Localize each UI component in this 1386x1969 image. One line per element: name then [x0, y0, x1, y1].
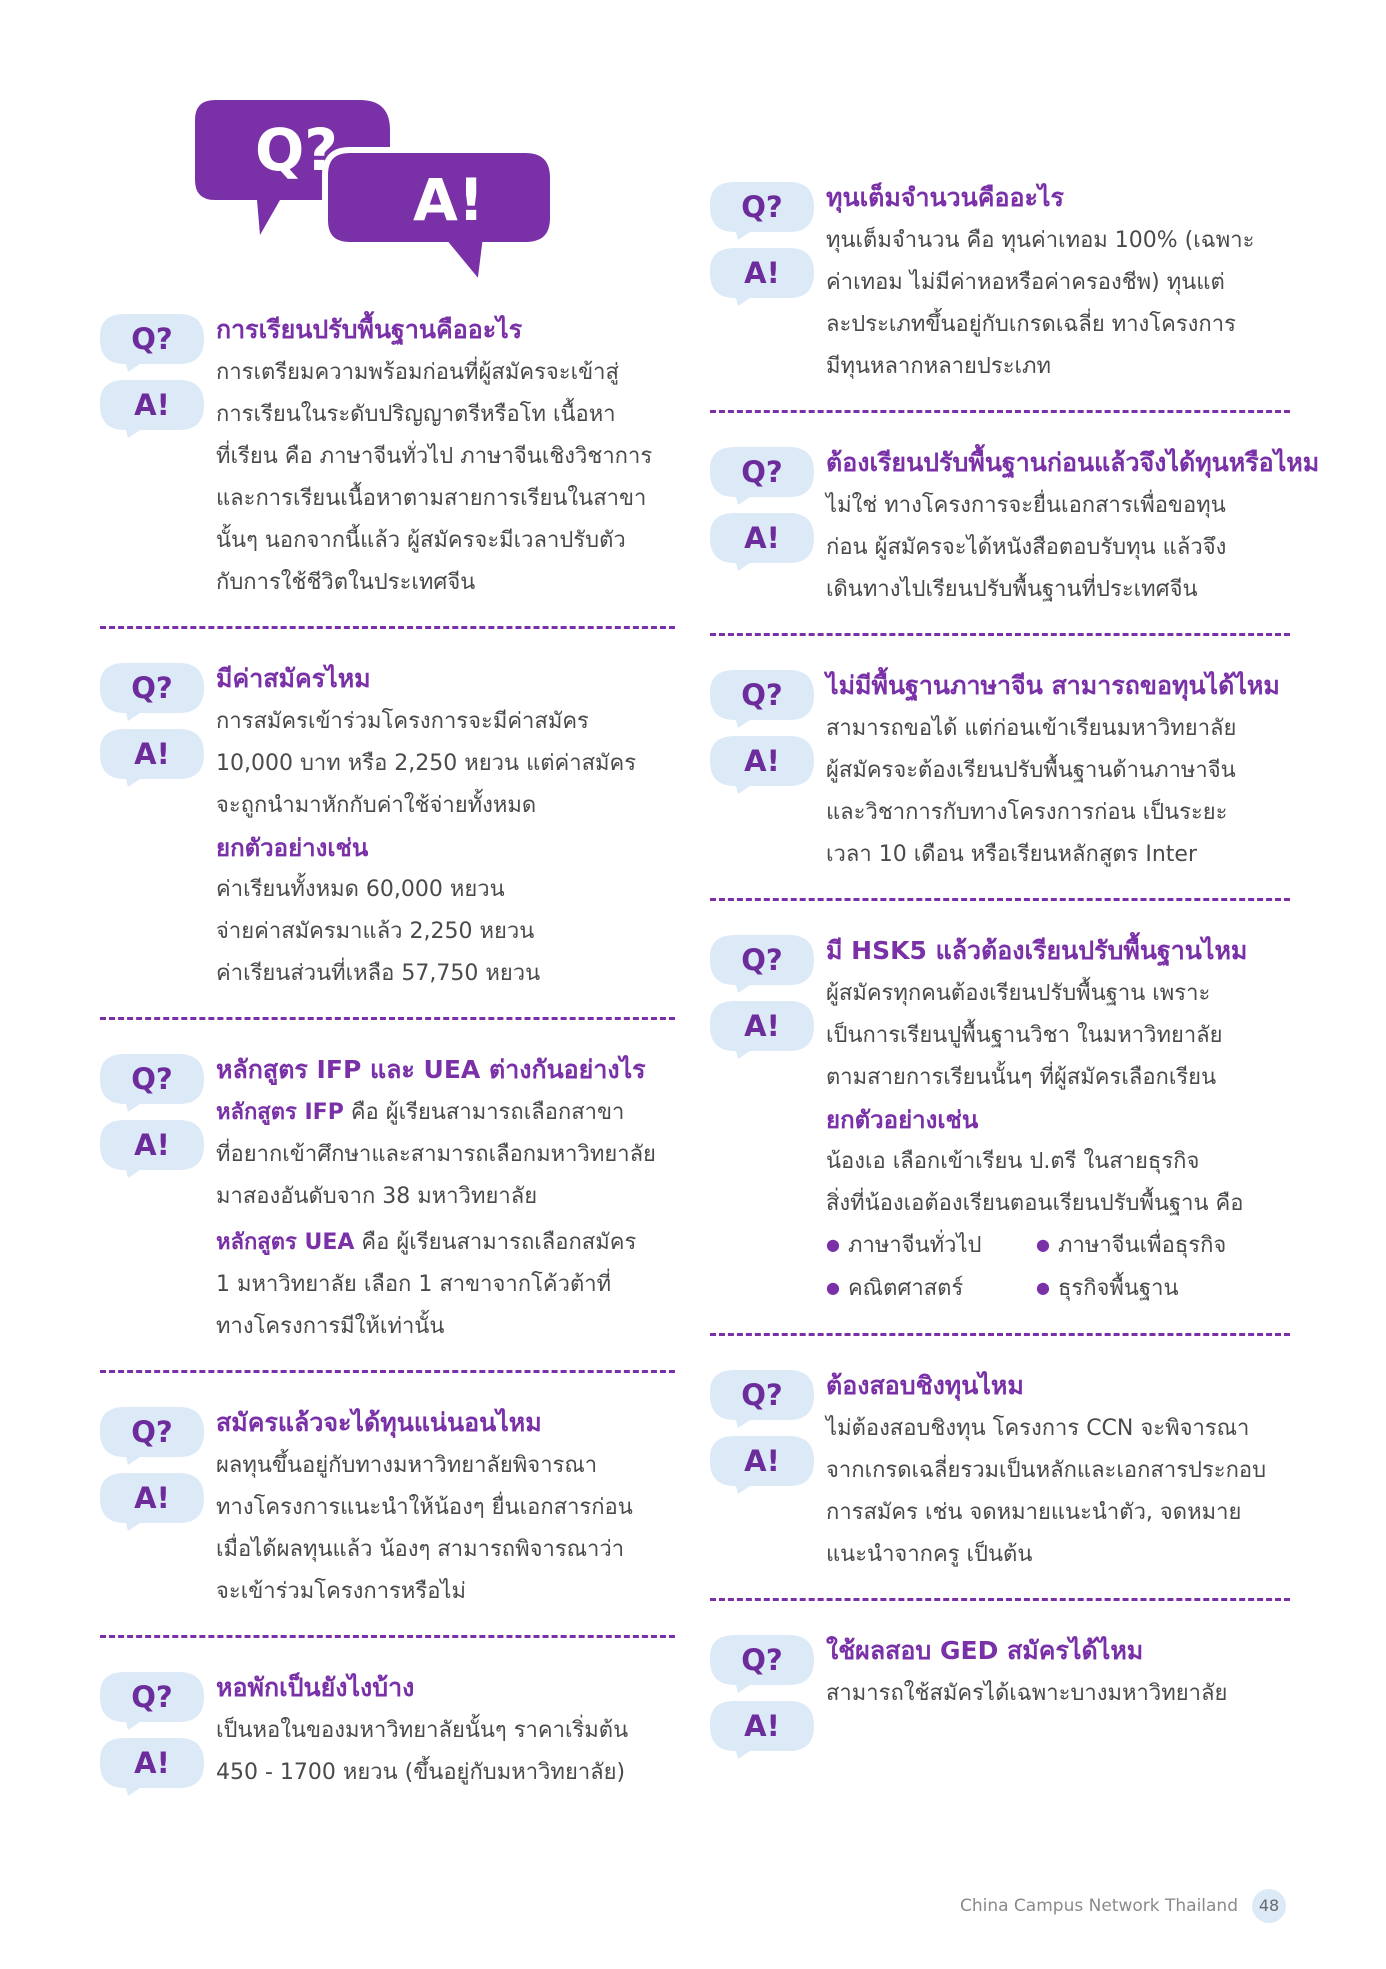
question-text: สมัครแล้วจะได้ทุนแน่นอนไหม [216, 1408, 542, 1437]
a-badge: A! [710, 248, 814, 298]
dashed-divider [100, 1370, 675, 1373]
qa-item [710, 441, 1320, 611]
answer-text: ทุนเต็มจำนวน คือ ทุนค่าเทอม 100% (เฉพาะ ค่าเทอม ไม่มีค่าหอหรือค่าครองชีพ) ทุนแต่ ละประเภทขึ้นอยู่กับเกรดเฉลี่ย ทางโครงการ มีทุนหลากหลายประเภท [826, 228, 1255, 379]
question-text: หอพักเป็นยังไงบ้าง [216, 1673, 415, 1702]
dashed-divider [100, 1017, 675, 1020]
example-label: ยกตัวอย่างเช่น [216, 834, 369, 862]
qa-badges [100, 1054, 208, 1186]
qa-badges [710, 1635, 818, 1767]
qa-item [100, 308, 680, 604]
answer-text: ไม่ใช่ ทางโครงการจะยื่นเอกสารเพื่อขอทุน ก่อน ผู้สมัครจะได้หนังสือตอบรับทุน แล้วจึง เดินทางไปเรียนปรับพื้นฐานที่ประเทศจีน [826, 493, 1227, 602]
answer-text: ผู้สมัครทุกคนต้องเรียนปรับพื้นฐาน เพราะ เป็นการเรียนปูพื้นฐานวิชา ในมหาวิทยาลัย ตามสายการเรียนนั้นๆ ที่ผู้สมัครเลือกเรียน ยกตัวอย่างเช่น น้องเอ เลือกเข้าเรียน ป.ตรี ในสายธุรกิจ สิ่งที่น้องเอต้องเรียนตอนเรียนปรับพื้นฐาน คือ ● ภาษาจีนทั่วไป ● ภาษาจีนเพื่อธุรกิจ ● คณิตศาสตร์ ● ธุรกิจพื้นฐาน [826, 973, 1300, 1311]
q-badge: Q? [710, 1635, 814, 1685]
qa-badges [710, 447, 818, 579]
qa-badges [100, 663, 208, 795]
qa-item [710, 176, 1300, 388]
q-badge: Q? [710, 935, 814, 985]
qa-hero-graphic [185, 100, 565, 300]
answer-text: สามารถขอได้ แต่ก่อนเข้าเรียนมหาวิทยาลัย ผู้สมัครจะต้องเรียนปรับพื้นฐานด้านภาษาจีน และวิชาการกับทางโครงการก่อน เป็นระยะ เวลา 10 เดือน หรือเรียนหลักสูตร Inter [826, 716, 1237, 867]
qa-badges [710, 935, 818, 1067]
qa-badges [710, 182, 818, 314]
dashed-divider [710, 1333, 1290, 1336]
q-badge: Q? [100, 663, 204, 713]
dashed-divider [100, 626, 675, 629]
q-badge: Q? [710, 1370, 814, 1420]
uea-lead: หลักสูตร UEA [216, 1230, 355, 1255]
question-text: ใช้ผลสอบ GED สมัครได้ไหม [826, 1636, 1144, 1665]
qa-item [710, 664, 1300, 876]
a-badge: A! [100, 729, 204, 779]
q-badge: Q? [710, 447, 814, 497]
qa-badges [710, 670, 818, 802]
page-number: 48 [1252, 1889, 1286, 1923]
a-badge: A! [710, 1701, 814, 1751]
q-badge: Q? [100, 1672, 204, 1722]
a-badge: A! [100, 1473, 204, 1523]
hero-q-text: Q? [255, 116, 338, 184]
subject-bullet-list [826, 1225, 1300, 1311]
ifp-lead: หลักสูตร IFP [216, 1100, 344, 1125]
bullet-item: ● คณิตศาสตร์ [826, 1268, 1036, 1311]
q-badge: Q? [100, 1407, 204, 1457]
qa-item [100, 1401, 680, 1613]
q-badge: Q? [100, 314, 204, 364]
qa-badges [100, 1407, 208, 1539]
a-badge: A! [100, 1120, 204, 1170]
qa-item [100, 1666, 680, 1794]
right-column [710, 176, 1320, 1743]
answer-text: สามารถใช้สมัครได้เฉพาะบางมหาวิทยาลัย [826, 1681, 1228, 1706]
answer-text: หลักสูตร IFP คือ ผู้เรียนสามารถเลือกสาขา ที่อยากเข้าศึกษาและสามารถเลือกมหาวิทยาลัย มาสองอันดับจาก 38 มหาวิทยาลัย หลักสูตร UEA คือ ผู้เรียนสามารถเลือกสมัคร 1 มหาวิทยาลัย เลือก 1 สาขาจากโค้วต้าที่ ทางโครงการมีให้เท่านั้น [216, 1100, 656, 1339]
a-badge: A! [100, 380, 204, 430]
qa-item [710, 929, 1300, 1311]
dashed-divider [710, 1598, 1290, 1601]
bullet-item: ● ภาษาจีนทั่วไป [826, 1225, 1036, 1268]
answer-text: การสมัครเข้าร่วมโครงการจะมีค่าสมัคร 10,000 บาท หรือ 2,250 หยวน แต่ค่าสมัคร จะถูกนำมาหักกับค่าใช้จ่ายทั้งหมด ยกตัวอย่างเช่น ค่าเรียนทั้งหมด 60,000 หยวน จ่ายค่าสมัครมาแล้ว 2,250 หยวน ค่าเรียนส่วนที่เหลือ 57,750 หยวน [216, 701, 680, 995]
q-badge: Q? [710, 670, 814, 720]
dashed-divider [100, 1635, 675, 1638]
question-text: หลักสูตร IFP และ UEA ต่างกันอย่างไร [216, 1055, 646, 1084]
question-text: การเรียนปรับพื้นฐานคืออะไร [216, 315, 523, 344]
qa-item [710, 1629, 1300, 1743]
a-badge: A! [710, 513, 814, 563]
qa-badges [100, 314, 208, 446]
qa-item [710, 1364, 1300, 1576]
hero-a-text: A! [413, 166, 485, 234]
dashed-divider [710, 633, 1290, 636]
qa-badges [100, 1672, 208, 1804]
answer-text: ไม่ต้องสอบชิงทุน โครงการ CCN จะพิจารณา จากเกรดเฉลี่ยรวมเป็นหลักและเอกสารประกอบ การสมัคร เช่น จดหมายแนะนำตัว, จดหมาย แนะนำจากครู เป็นต้น [826, 1416, 1267, 1567]
footer-brand: China Campus Network Thailand [959, 1896, 1238, 1916]
qa-item [100, 1048, 680, 1348]
answer-text: การเตรียมความพร้อมก่อนที่ผู้สมัครจะเข้าสู่ การเรียนในระดับปริญญาตรีหรือโท เนื้อหา ที่เรียน คือ ภาษาจีนทั่วไป ภาษาจีนเชิงวิชาการ และการเรียนเนื้อหาตามสายการเรียนในสาขา นั้นๆ นอกจากนี้แล้ว ผู้สมัครจะมีเวลาปรับตัว กับการใช้ชีวิตในประเทศจีน [216, 360, 653, 595]
a-badge: A! [710, 736, 814, 786]
qa-badges [710, 1370, 818, 1502]
q-badge: Q? [710, 182, 814, 232]
example-label: ยกตัวอย่างเช่น [826, 1106, 979, 1134]
question-text: มี HSK5 แล้วต้องเรียนปรับพื้นฐานไหม [826, 936, 1248, 965]
bullet-item: ● ธุรกิจพื้นฐาน [1036, 1268, 1256, 1311]
question-text: ทุนเต็มจำนวนคืออะไร [826, 183, 1064, 212]
page-footer [960, 1889, 1286, 1923]
question-text: ต้องสอบชิงทุนไหม [826, 1371, 1024, 1400]
a-badge: A! [710, 1001, 814, 1051]
question-text: มีค่าสมัครไหม [216, 664, 371, 693]
question-text: ไม่มีพื้นฐานภาษาจีน สามารถขอทุนได้ไหม [826, 671, 1280, 700]
dashed-divider [710, 410, 1290, 413]
answer-text: ผลทุนขึ้นอยู่กับทางมหาวิทยาลัยพิจารณา ทางโครงการแนะนำให้น้องๆ ยื่นเอกสารก่อน เมื่อได้ผลทุนแล้ว น้องๆ สามารถพิจารณาว่า จะเข้าร่วมโครงการหรือไม่ [216, 1453, 633, 1604]
question-text: ต้องเรียนปรับพื้นฐานก่อนแล้วจึงได้ทุนหรือไหม [826, 448, 1320, 477]
bullet-item: ● ภาษาจีนเพื่อธุรกิจ [1036, 1225, 1256, 1268]
q-badge: Q? [100, 1054, 204, 1104]
answer-text: เป็นหอในของมหาวิทยาลัยนั้นๆ ราคาเริ่มต้น 450 - 1700 หยวน (ขึ้นอยู่กับมหาวิทยาลัย) [216, 1718, 629, 1785]
dashed-divider [710, 898, 1290, 901]
left-column [100, 308, 680, 1794]
a-badge: A! [710, 1436, 814, 1486]
a-badge: A! [100, 1738, 204, 1788]
qa-item [100, 657, 680, 995]
